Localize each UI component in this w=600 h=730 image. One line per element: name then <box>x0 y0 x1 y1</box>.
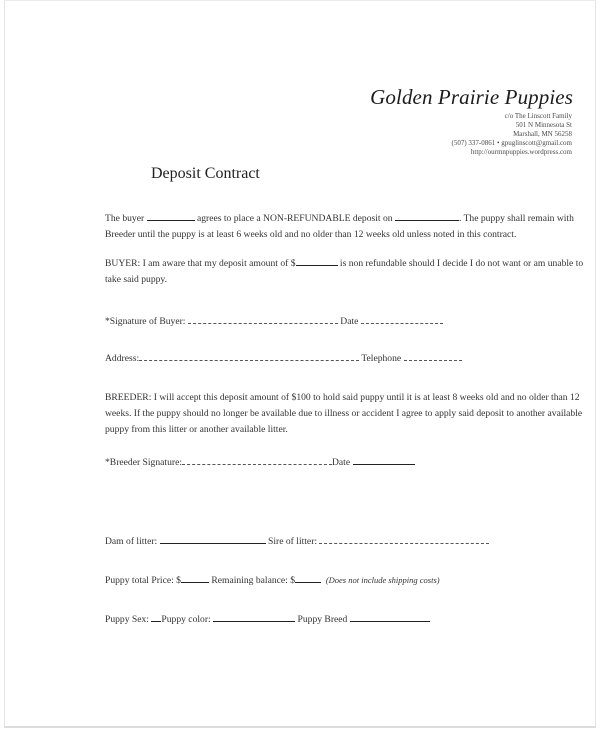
address-field[interactable] <box>139 351 359 361</box>
label: Remaining balance: $ <box>211 575 296 586</box>
buyer-agreement-paragraph <box>105 211 585 243</box>
telephone-field[interactable] <box>404 351 462 361</box>
label: Telephone <box>361 353 402 364</box>
business-name: Golden Prairie Puppies <box>370 85 573 109</box>
remaining-balance-field[interactable] <box>295 573 321 583</box>
contact-line: (507) 337-0861 • gpuglinscott@gmail.com <box>451 139 572 147</box>
label: Puppy color: <box>161 614 211 625</box>
shipping-note: (Does not include shipping costs) <box>325 575 440 585</box>
document-page <box>4 0 596 728</box>
buyer-acknowledgement-paragraph <box>105 256 585 288</box>
breeder-statement: BREEDER: I will accept this deposit amount of $100 to hold said puppy until it is at least 8 weeks old and no older than 12 weeks. If the puppy should no longer be available due to illness or accident I agree to apply said deposit to another available puppy from this litter or another available litter. <box>105 392 583 435</box>
address-line: c/o The Linscott Family <box>504 112 572 120</box>
buyer-signature-field[interactable] <box>188 314 338 324</box>
buyer-date-field[interactable] <box>361 314 443 324</box>
label: *Breeder Signature: <box>105 457 182 468</box>
address-line: Marshall, MN 56258 <box>513 130 572 138</box>
label: Address: <box>105 353 140 364</box>
breeder-signature-line <box>105 455 585 471</box>
label: Date <box>332 457 351 468</box>
label: Puppy Breed <box>297 614 348 625</box>
breeder-date-field[interactable] <box>353 455 415 465</box>
label: Dam of litter: <box>105 536 158 547</box>
text: . The puppy shall remain with Breeder until the puppy is at least 6 weeks old and no older than 12 weeks old unless noted in this contract. <box>105 213 574 240</box>
business-address <box>452 112 573 157</box>
puppy-details-line <box>105 612 585 628</box>
sire-field[interactable] <box>319 534 489 544</box>
document-title: Deposit Contract <box>151 165 260 182</box>
breeder-signature-field[interactable] <box>182 455 332 465</box>
dam-field[interactable] <box>160 534 266 544</box>
puppy-breed-field[interactable] <box>350 612 430 622</box>
buyer-name-field[interactable] <box>147 211 195 221</box>
deposit-date-field[interactable] <box>395 211 459 221</box>
address-line <box>105 351 585 367</box>
label: Puppy total Price: $ <box>105 575 181 586</box>
puppy-sex-field[interactable] <box>151 612 161 622</box>
label: Date <box>340 316 359 327</box>
text: agrees to place a NON-REFUNDABLE deposit on <box>196 213 393 224</box>
address-line: 501 N Minnesota St <box>515 121 572 129</box>
text: BUYER: I am aware that my deposit amount of $ <box>105 258 296 269</box>
label: *Signature of Buyer: <box>105 316 186 327</box>
buyer-signature-line <box>105 314 585 330</box>
website-line: http://ourmnpuppies.wordpress.com <box>470 148 572 156</box>
total-price-field[interactable] <box>181 573 209 583</box>
puppy-color-field[interactable] <box>213 612 295 622</box>
label: Puppy Sex: <box>105 614 149 625</box>
litter-line <box>105 534 585 550</box>
deposit-amount-field[interactable] <box>296 256 338 266</box>
label: Sire of litter: <box>268 536 318 547</box>
text: is non refundable should I decide I do not want or am unable to take said puppy. <box>105 258 584 285</box>
text: The buyer <box>105 213 145 224</box>
pricing-line <box>105 572 585 589</box>
